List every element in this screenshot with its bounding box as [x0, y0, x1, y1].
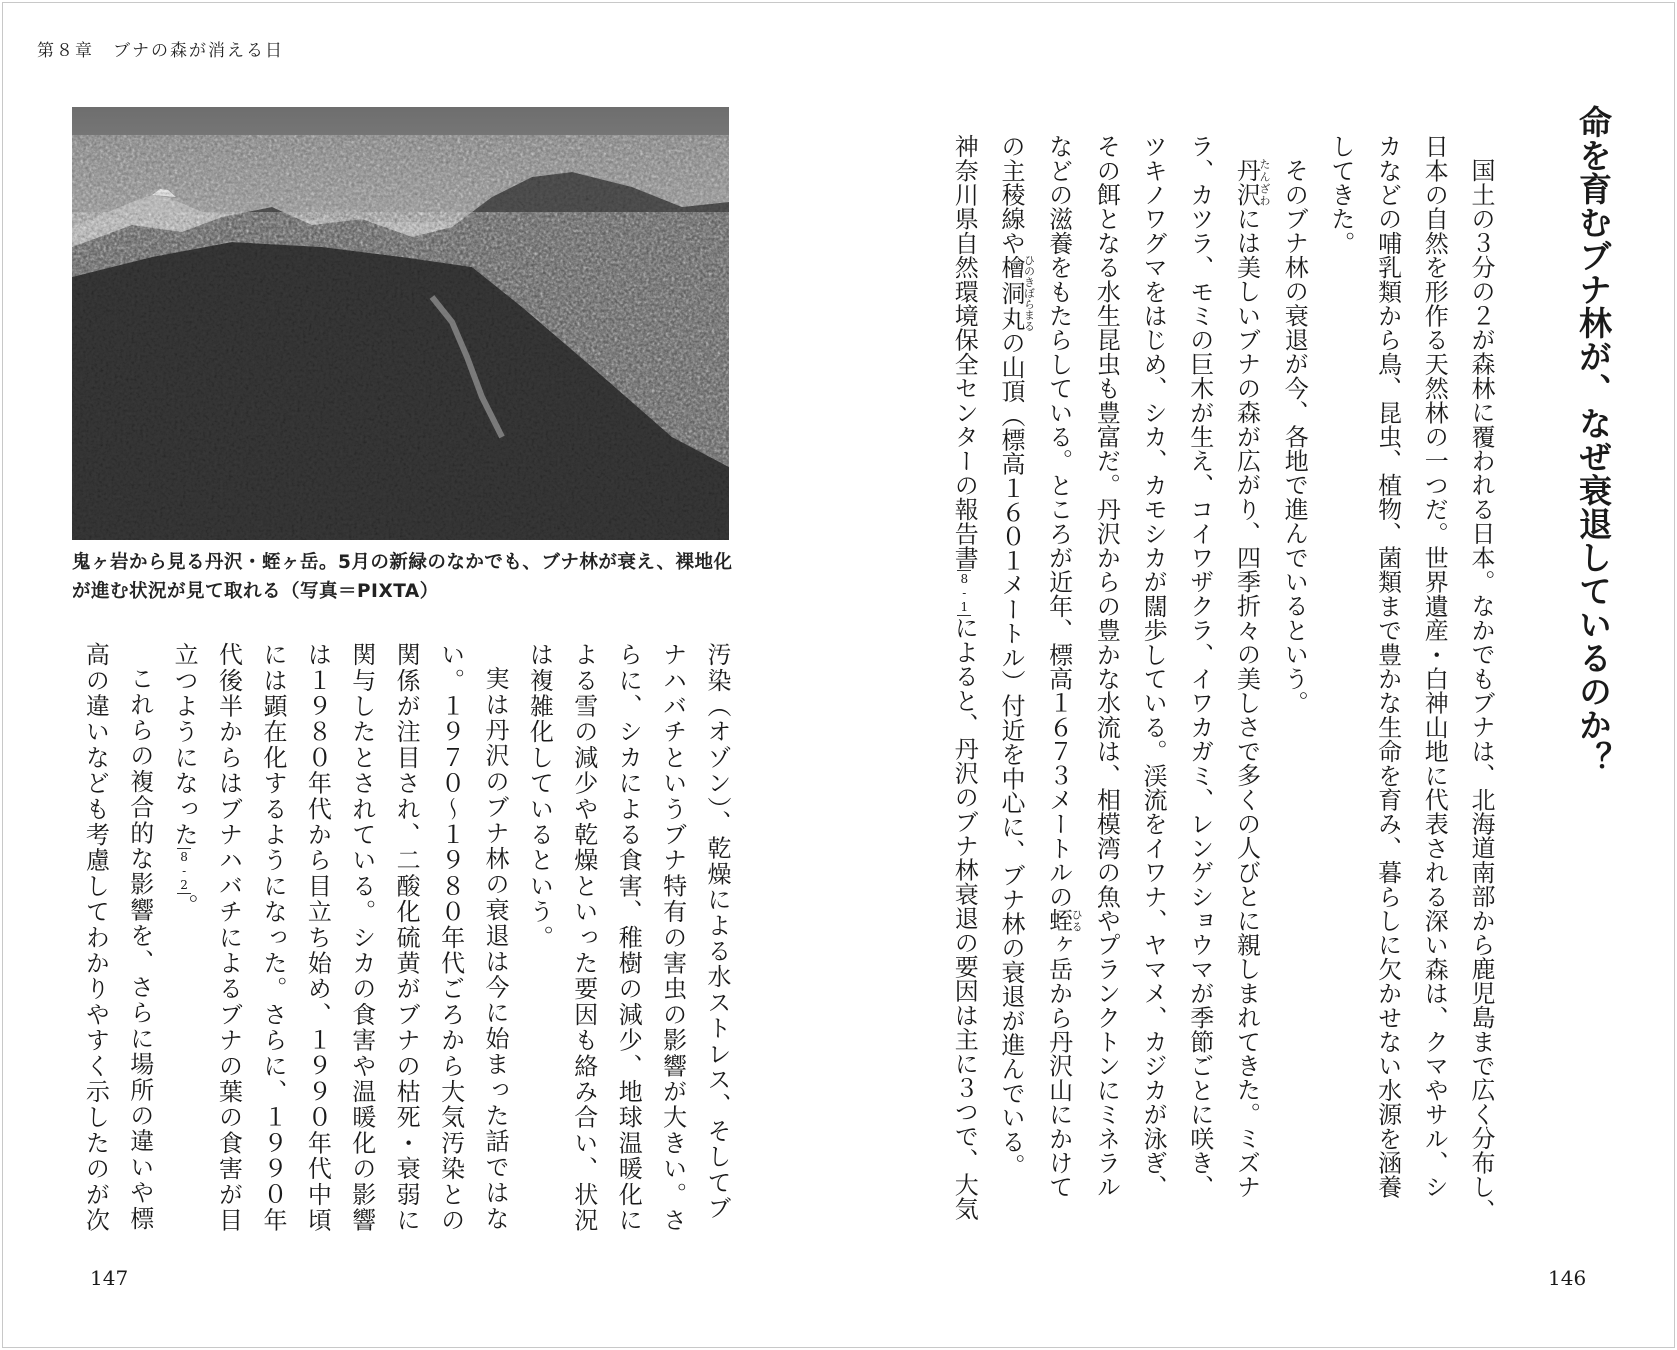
- text-column: ラ、カツラ、モミの巨木が生え、コイワザクラ、イワカガミ、レンゲショウマが季節ごとに咲き、: [1185, 134, 1214, 1199]
- text-column-content: 実は丹沢のブナ林の衰退は今に始まった話ではな: [480, 666, 509, 1232]
- text-column-content: の山頂（標高１６０１メートル）付近を中心に、ブナ林の衰退が進んでいる。: [996, 330, 1025, 1178]
- text-column: は複雑化しているという。: [525, 642, 554, 951]
- text-column-content: 神奈川県自然環境保全センターの報告書: [950, 134, 979, 570]
- text-column: [1270, 134, 1317, 1234]
- reference-note-8-1[interactable]: 8-1: [957, 571, 972, 614]
- text-column: [941, 134, 988, 1234]
- ruby-word: [1232, 158, 1271, 207]
- right-page-body: [941, 134, 1504, 1234]
- ruby-reading: たんざわ: [1257, 158, 1271, 207]
- text-column: い。１９７０〜１９８０年代ごろから大気汚染との: [436, 642, 465, 1234]
- text-column: 汚染（オゾン）、乾燥による水ストレス、そしてブ: [703, 642, 731, 1222]
- text-column-content: の主稜線や: [996, 134, 1025, 255]
- text-column-content: 立つようになった: [170, 642, 199, 848]
- text-column-content: によると、丹沢のブナ林衰退の要因は主に３つで、大気: [950, 615, 979, 1221]
- text-column: よる雪の減少や乾燥といった要因も絡み合い、状況: [569, 642, 598, 1234]
- ruby-base: 檜洞丸: [996, 254, 1025, 332]
- text-column: 高の違いなども考慮してわかりやすく示したのが次: [81, 642, 110, 1234]
- text-column: 日本の自然を形作る天然林の一つだ。世界遺産・白神山地に代表される深い森は、クマやサル、シ: [1420, 134, 1449, 1199]
- text-column: は１９８０年代から目立ち始め、１９９０年代中頃: [303, 642, 332, 1234]
- page-number-right: 146: [1548, 1266, 1587, 1290]
- ruby-reading: ひる: [1070, 908, 1084, 933]
- text-column-content: などの滋養をもたらしている。ところが近年、標高１６７３メートルの: [1044, 134, 1073, 909]
- text-column: [987, 134, 1035, 1234]
- text-column-content: には美しいブナの森が広がり、四季折々の美しさで多くの人びとに親しまれてきた。ミズナ: [1232, 206, 1261, 1199]
- ruby-reading: ひのきぼらまる: [1022, 254, 1036, 332]
- running-header: 第８章 ブナの森が消える日: [37, 41, 284, 61]
- page-number-left: 147: [90, 1266, 129, 1290]
- text-column: [162, 642, 206, 1242]
- section-title: 命を育むブナ林が、なぜ衰退しているのか？: [1574, 105, 1613, 775]
- text-column: [1223, 134, 1271, 1234]
- text-column: その餌となる水生昆虫も豊富だ。丹沢からの豊かな水流は、相模湾の魚やプランクトンにミネラル: [1092, 134, 1121, 1199]
- text-column: [117, 642, 161, 1242]
- text-column-content: そのブナ林の衰退が今、各地で進んでいるという。: [1280, 158, 1309, 715]
- text-column-content: ヶ岳から丹沢山にかけて: [1044, 932, 1073, 1199]
- photo-caption: 鬼ヶ岩から見る丹沢・蛭ヶ岳。5月の新緑のなかでも、ブナ林が衰え、裸地化が進む状況が見て取れる（写真＝PIXTA）: [72, 552, 733, 602]
- text-column: [1457, 134, 1504, 1234]
- text-column: 関与したとされている。シカの食害や温暖化の影響: [347, 642, 376, 1234]
- ruby-base: 丹沢: [1232, 158, 1261, 207]
- text-column: らに、シカによる食害、稚樹の減少、地球温暖化に: [614, 642, 643, 1234]
- text-column: [1035, 134, 1083, 1234]
- left-page-body: [73, 642, 739, 1242]
- text-column: 代後半からはブナハバチによるブナの葉の食害が目: [214, 642, 243, 1234]
- text-column: には顕在化するようになった。さらに、１９９０年: [258, 642, 287, 1234]
- ruby-base: 蛭: [1044, 908, 1073, 933]
- text-column: [473, 642, 517, 1242]
- text-column-content: これらの複合的な影響を、さらに場所の違いや標: [125, 666, 154, 1232]
- mountain-photo: [72, 107, 729, 540]
- ruby-word: [996, 254, 1036, 332]
- text-column-content: 国土の３分の２が森林に覆われる日本。なかでもブナは、北海道南部から鹿児島まで広く分布し、: [1467, 158, 1495, 1223]
- text-column: ナハバチというブナ特有の害虫の影響が大きい。さ: [658, 642, 687, 1234]
- text-column-end: 。: [170, 893, 199, 920]
- text-column: してきた。: [1326, 134, 1355, 255]
- text-column: カなどの哺乳類から鳥、昆虫、植物、菌類まで豊かな生命を育み、暮らしに欠かせない水源を涵養: [1373, 134, 1402, 1199]
- reference-note-8-2[interactable]: 8-2: [177, 849, 192, 892]
- text-column: 関係が注目され、二酸化硫黄がブナの枯死・衰弱に: [392, 642, 421, 1234]
- ruby-word: [1044, 908, 1084, 933]
- text-column: ツキノワグマをはじめ、シカ、カモシカが闊歩している。渓流をイワナ、ヤマメ、カジカが泳ぎ、: [1139, 134, 1168, 1199]
